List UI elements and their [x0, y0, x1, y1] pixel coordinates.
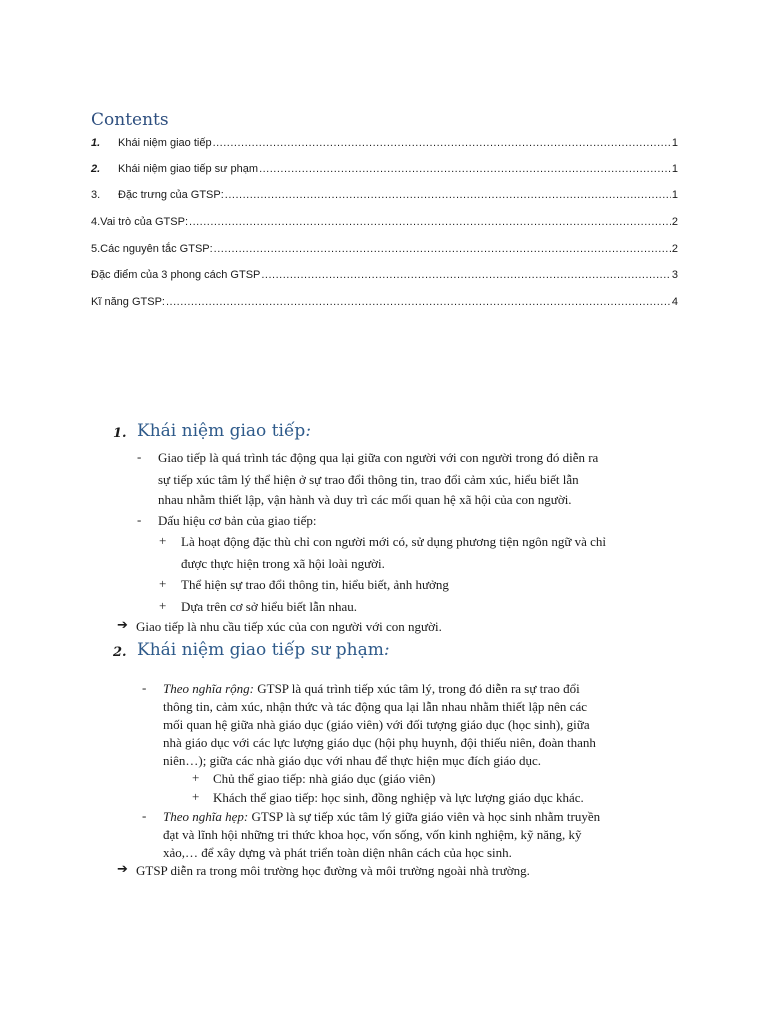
plus-bullet: +: [192, 789, 200, 804]
dash-bullet: -: [142, 808, 147, 823]
paragraph-line: đạt và lĩnh hội những tri thức khoa học, vốn sống, vốn kinh nghiệm, kỹ năng, kỹ: [163, 827, 582, 842]
toc-leader-dots: [189, 216, 671, 228]
paragraph-line: [163, 808, 600, 826]
toc-title: Contents: [91, 110, 169, 130]
toc-leader-dots: [261, 269, 671, 281]
paragraph-line: [163, 680, 580, 698]
section-1-title: Khái niệm giao tiếp: [137, 421, 306, 441]
plus-bullet: +: [192, 770, 200, 785]
toc-entry-label: Khái niệm giao tiếp sư phạm: [118, 163, 259, 175]
toc-entry-label: Kĩ năng GTSP:: [91, 296, 165, 308]
toc-entry-label: Đặc trưng của GTSP:: [118, 189, 224, 201]
toc-entry-label: Khái niệm giao tiếp: [118, 137, 212, 149]
paragraph-line: xảo,… để xây dựng và phát triển toàn diện nhân cách của học sinh.: [163, 845, 512, 860]
toc-entry-number: 1.: [91, 137, 101, 149]
plus-bullet: +: [159, 598, 167, 613]
section-1-title-colon: :: [305, 421, 312, 441]
paragraph-line: mối quan hệ giữa nhà giáo dục (giáo viên) với đối tượng giáo dục (học sinh), giữa: [163, 717, 590, 732]
toc-entry[interactable]: [91, 163, 678, 175]
paragraph-line: thông tin, cảm xúc, nhận thức và tác động qua lại lẫn nhau nhằm thiết lập nên các: [163, 699, 587, 714]
conclusion-line: GTSP diễn ra trong môi trường học đường và môi trường ngoài nhà trường.: [136, 863, 530, 878]
broad-meaning-label: Theo nghĩa rộng:: [163, 681, 254, 696]
toc-entry-label: 5.Các nguyên tắc GTSP:: [91, 243, 213, 255]
dash-bullet: -: [137, 512, 142, 527]
arrow-right-icon: ➔: [117, 618, 128, 633]
paragraph-line: sự tiếp xúc tâm lý thể hiện ở sự trao đổi thông tin, trao đổi cảm xúc, hiểu biết lẫn: [158, 472, 579, 487]
toc-entry-page: 2: [671, 216, 678, 228]
toc-entry-label: Đặc điểm của 3 phong cách GTSP: [91, 269, 261, 281]
toc-leader-dots: [214, 243, 671, 255]
paragraph-line: Dấu hiệu cơ bản của giao tiếp:: [158, 513, 317, 528]
toc-entry-number: 2.: [91, 163, 101, 175]
toc-entry-page: 1: [671, 189, 678, 201]
toc-entry[interactable]: [91, 269, 678, 281]
narrow-meaning-label: Theo nghĩa hẹp:: [163, 809, 249, 824]
arrow-right-icon: ➔: [117, 862, 128, 877]
toc-entry-page: 2: [671, 243, 678, 255]
dash-bullet: -: [137, 449, 142, 464]
paragraph-line: Dựa trên cơ sở hiểu biết lẫn nhau.: [181, 599, 358, 614]
paragraph-line: Chủ thể giao tiếp: nhà giáo dục (giáo viên): [213, 771, 436, 786]
toc-leader-dots: [166, 296, 671, 308]
paragraph-line: Là hoạt động đặc thù chỉ con người mới có, sử dụng phương tiện ngôn ngữ và chỉ: [181, 534, 607, 549]
paragraph-line: Thể hiện sự trao đổi thông tin, hiểu biết, ảnh hưởng: [181, 577, 449, 592]
paragraph-line: nhau nhằm thiết lập, vận hành và duy trì các mối quan hệ xã hội của con người.: [158, 492, 572, 507]
plus-bullet: +: [159, 576, 167, 591]
section-2-title-colon: :: [383, 640, 390, 660]
toc-entry[interactable]: [91, 137, 678, 149]
toc-leader-dots: [213, 137, 671, 149]
paragraph-line: niên…); giữa các nhà giáo dục với nhau để thực hiện mục đích giáo dục.: [163, 753, 541, 768]
paragraph-line: Giao tiếp là quá trình tác động qua lại giữa con người với con người trong đó diễn ra: [158, 450, 599, 465]
section-1-heading: [137, 421, 311, 441]
plus-bullet: +: [159, 533, 167, 548]
toc-entry-page: 3: [671, 269, 678, 281]
paragraph-line: nhà giáo dục với các lực lượng giáo dục (hội phụ huynh, đội thiếu niên, đoàn thanh: [163, 735, 596, 750]
paragraph-line: Khách thể giao tiếp: học sinh, đồng nghiệp và lực lượng giáo dục khác.: [213, 790, 584, 805]
toc-entry-label: 4.Vai trò của GTSP:: [91, 216, 189, 228]
section-2-number: 2.: [113, 645, 127, 660]
paragraph-line: được thực hiện trong xã hội loài người.: [181, 556, 385, 571]
conclusion-line: Giao tiếp là nhu cầu tiếp xúc của con người với con người.: [136, 619, 442, 634]
toc-entry[interactable]: [91, 216, 678, 228]
toc-entry-page: 1: [671, 137, 678, 149]
toc-entry-page: 1: [671, 163, 678, 175]
section-2-heading: [137, 640, 390, 660]
toc-entry-number: 3.: [91, 189, 101, 201]
toc-leader-dots: [225, 189, 671, 201]
toc-entry[interactable]: [91, 243, 678, 255]
section-1-number: 1.: [113, 426, 127, 441]
toc-entry[interactable]: [91, 189, 678, 201]
toc-entry-page: 4: [671, 296, 678, 308]
toc-entry[interactable]: [91, 296, 678, 308]
dash-bullet: -: [142, 680, 147, 695]
narrow-meaning-text: GTSP là sự tiếp xúc tâm lý giữa giáo viên và học sinh nhằm truyền: [248, 809, 601, 824]
toc-leader-dots: [259, 163, 671, 175]
section-2-title: Khái niệm giao tiếp sư phạm: [137, 640, 384, 660]
broad-meaning-text: GTSP là quá trình tiếp xúc tâm lý, trong đó diễn ra sự trao đổi: [254, 681, 580, 696]
